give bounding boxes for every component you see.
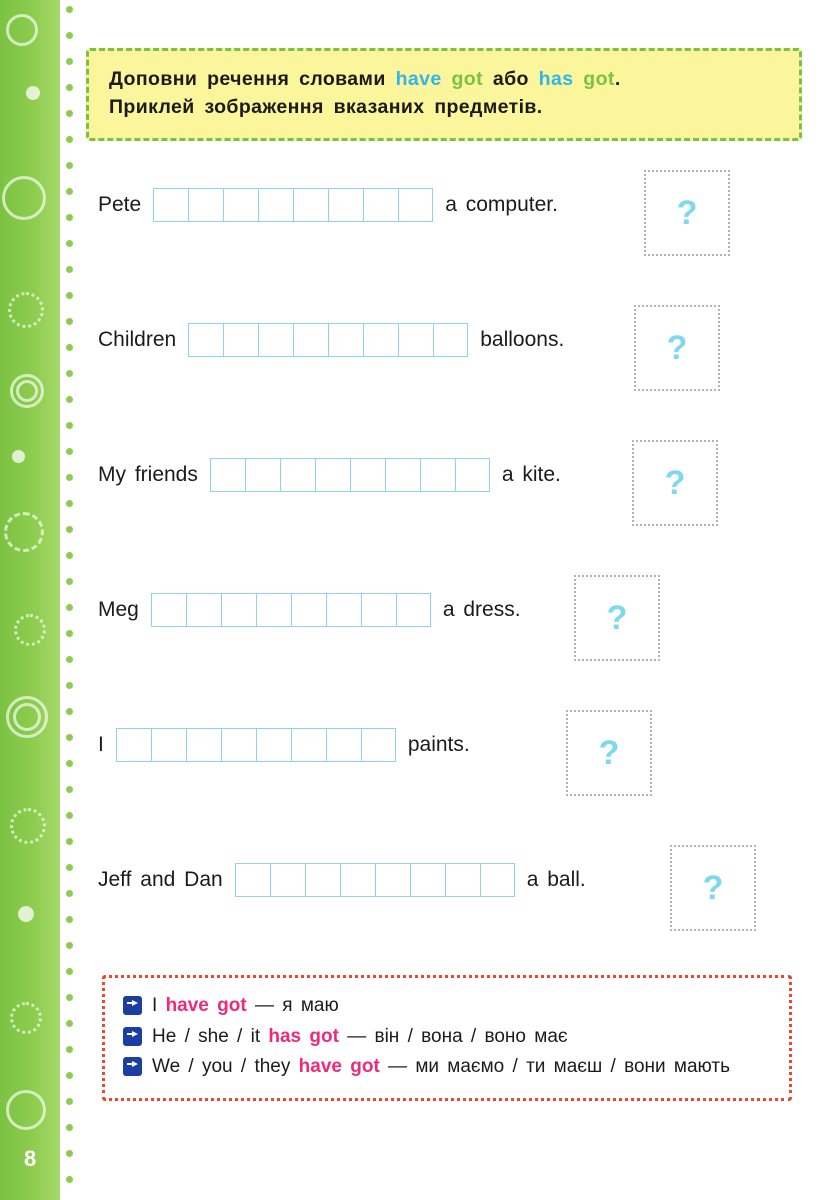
sentence-object: a dress. — [442, 598, 521, 621]
letter-box[interactable] — [420, 458, 455, 492]
note-pre: We / you / they — [152, 1056, 299, 1077]
sticker-placeholder[interactable] — [566, 710, 652, 796]
letter-box[interactable] — [445, 863, 480, 897]
letter-box[interactable] — [293, 323, 328, 357]
arrow-right-icon — [123, 996, 142, 1015]
ring-decoration — [6, 1090, 46, 1130]
letter-box[interactable] — [328, 188, 363, 222]
letter-box[interactable] — [315, 458, 350, 492]
letter-box[interactable] — [328, 323, 363, 357]
letter-box[interactable] — [398, 323, 433, 357]
grammar-note-line — [123, 1023, 773, 1052]
letter-box[interactable] — [433, 323, 468, 357]
exercise-sentence — [98, 728, 470, 762]
keyword-got-2: got — [583, 68, 615, 90]
exercise-row — [84, 440, 823, 575]
ring-decoration — [6, 14, 38, 46]
note-post: — я маю — [246, 995, 339, 1016]
letter-box[interactable] — [326, 728, 361, 762]
page-number: 8 — [24, 1146, 37, 1171]
letter-box[interactable] — [293, 188, 328, 222]
letter-box[interactable] — [480, 863, 515, 897]
ring-decoration — [10, 1002, 42, 1034]
dot-column-decoration — [66, 0, 76, 1200]
letter-box[interactable] — [361, 728, 396, 762]
sentence-object: paints. — [407, 733, 470, 756]
ring-decoration — [8, 292, 44, 328]
exercise-sentence — [98, 323, 564, 357]
sticker-question-mark: ? — [664, 463, 686, 502]
letter-box[interactable] — [223, 188, 258, 222]
letter-box[interactable] — [256, 728, 291, 762]
letter-box[interactable] — [210, 458, 245, 492]
letter-box[interactable] — [223, 323, 258, 357]
grammar-note-text — [152, 1023, 773, 1052]
ring-decoration — [4, 512, 44, 552]
answer-letter-boxes[interactable] — [188, 323, 468, 357]
ring-decoration — [16, 380, 38, 402]
letter-box[interactable] — [256, 593, 291, 627]
exercise-sentence — [98, 593, 521, 627]
task-text-or: або — [483, 68, 539, 90]
letter-box[interactable] — [361, 593, 396, 627]
letter-box[interactable] — [151, 728, 186, 762]
letter-box[interactable] — [188, 188, 223, 222]
letter-box[interactable] — [221, 728, 256, 762]
arrow-right-icon — [123, 1027, 142, 1046]
ring-decoration — [10, 808, 46, 844]
note-pre: I — [152, 995, 166, 1016]
task-instruction-line-2: Приклей зображення вказаних предметів. — [109, 96, 543, 119]
exercise-row — [84, 575, 823, 710]
sentence-subject: Children — [98, 328, 177, 351]
answer-letter-boxes[interactable] — [116, 728, 396, 762]
letter-box[interactable] — [258, 188, 293, 222]
letter-box[interactable] — [396, 593, 431, 627]
letter-box[interactable] — [291, 728, 326, 762]
sentence-object: a computer. — [445, 193, 558, 216]
grammar-note-line — [123, 992, 773, 1021]
letter-box[interactable] — [398, 188, 433, 222]
letter-box[interactable] — [455, 458, 490, 492]
grammar-note-box — [102, 975, 792, 1101]
grammar-note-text — [152, 992, 773, 1021]
note-keyword: has got — [268, 1025, 339, 1047]
sticker-question-mark: ? — [606, 598, 628, 637]
letter-box[interactable] — [340, 863, 375, 897]
ring-decoration — [14, 614, 46, 646]
sticker-placeholder[interactable] — [670, 845, 756, 931]
exercise-row — [84, 170, 823, 305]
ring-decoration — [13, 703, 41, 731]
keyword-have: have — [395, 68, 442, 90]
letter-box[interactable] — [326, 593, 361, 627]
sentence-subject: Pete — [98, 193, 142, 216]
letter-box[interactable] — [350, 458, 385, 492]
exercise-list — [84, 170, 823, 980]
grammar-note-line — [123, 1053, 773, 1082]
letter-box[interactable] — [385, 458, 420, 492]
letter-box[interactable] — [221, 593, 256, 627]
task-text-period: . — [614, 68, 621, 90]
exercise-sentence — [98, 188, 558, 222]
grammar-note-text — [152, 1053, 773, 1082]
answer-letter-boxes[interactable] — [235, 863, 515, 897]
letter-box[interactable] — [291, 593, 326, 627]
sticker-question-mark: ? — [702, 868, 724, 907]
answer-letter-boxes[interactable] — [210, 458, 490, 492]
letter-box[interactable] — [188, 323, 223, 357]
letter-box[interactable] — [270, 863, 305, 897]
note-keyword: have got — [298, 1056, 380, 1077]
exercise-row — [84, 710, 823, 845]
letter-box[interactable] — [151, 593, 186, 627]
task-text-part: Доповни речення словами — [109, 68, 396, 90]
dot-decoration — [18, 906, 34, 922]
sentence-object: a ball. — [526, 868, 586, 891]
sticker-placeholder[interactable] — [644, 170, 730, 256]
answer-letter-boxes[interactable] — [151, 593, 431, 627]
note-post: — ми маємо / ти маєш / вони мають — [379, 1056, 730, 1077]
letter-box[interactable] — [305, 863, 340, 897]
decorative-left-band — [0, 0, 60, 1200]
dot-decoration — [26, 86, 40, 100]
ring-decoration — [2, 176, 46, 220]
keyword-has: has — [538, 68, 574, 90]
letter-box[interactable] — [245, 458, 280, 492]
sticker-question-mark: ? — [676, 193, 698, 232]
note-post: — він / вона / воно має — [338, 1025, 568, 1047]
sentence-object: balloons. — [480, 328, 565, 351]
sentence-subject: I — [98, 733, 104, 756]
note-pre: He / she / it — [152, 1025, 269, 1047]
keyword-got: got — [451, 68, 483, 90]
letter-box[interactable] — [186, 593, 221, 627]
arrow-right-icon — [123, 1057, 142, 1076]
sticker-placeholder[interactable] — [634, 305, 720, 391]
answer-letter-boxes[interactable] — [153, 188, 433, 222]
exercise-row — [84, 305, 823, 440]
letter-box[interactable] — [410, 863, 445, 897]
sticker-placeholder[interactable] — [574, 575, 660, 661]
task-instruction-banner — [86, 48, 802, 141]
letter-box[interactable] — [363, 323, 398, 357]
worksheet-content — [84, 0, 823, 1200]
sticker-placeholder[interactable] — [632, 440, 718, 526]
letter-box[interactable] — [153, 188, 188, 222]
sticker-question-mark: ? — [666, 328, 688, 367]
sticker-question-mark: ? — [598, 733, 620, 772]
sentence-object: a kite. — [501, 463, 561, 486]
exercise-sentence — [98, 458, 561, 492]
sentence-subject: Meg — [98, 598, 139, 621]
sentence-subject: My friends — [98, 463, 198, 486]
letter-box[interactable] — [363, 188, 398, 222]
letter-box[interactable] — [186, 728, 221, 762]
letter-box[interactable] — [258, 323, 293, 357]
exercise-row — [84, 845, 823, 980]
task-instruction-line-1 — [109, 65, 781, 93]
letter-box[interactable] — [280, 458, 315, 492]
letter-box[interactable] — [235, 863, 270, 897]
exercise-sentence — [98, 863, 586, 897]
sentence-subject: Jeff and Dan — [98, 868, 223, 891]
letter-box[interactable] — [116, 728, 151, 762]
letter-box[interactable] — [375, 863, 410, 897]
note-keyword: have got — [165, 995, 247, 1016]
dot-decoration — [12, 450, 25, 463]
